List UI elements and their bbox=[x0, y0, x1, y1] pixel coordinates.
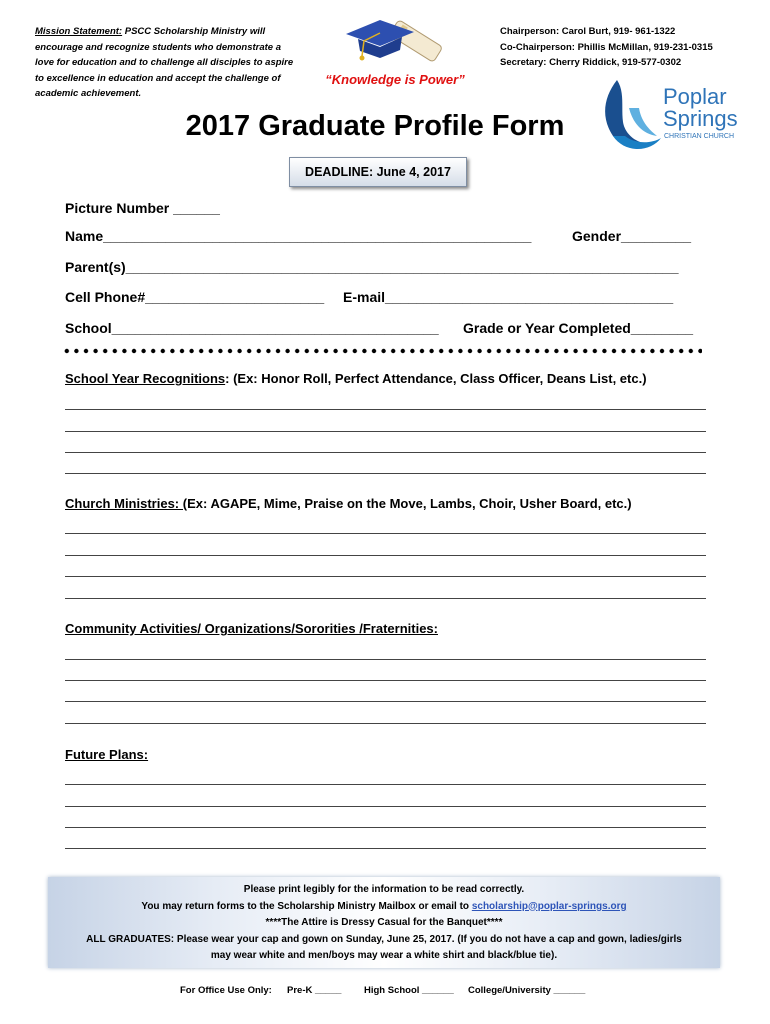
dotted-divider bbox=[62, 346, 702, 356]
email-link[interactable]: scholarship@poplar-springs.org bbox=[471, 900, 627, 912]
mission-label: Mission Statement: bbox=[35, 26, 123, 37]
answer-line[interactable] bbox=[65, 827, 706, 828]
office-prek-field[interactable]: Pre-K _____ bbox=[287, 985, 342, 996]
answer-line[interactable] bbox=[65, 848, 706, 849]
notice-line-attire: ****The Attire is Dressy Casual for the Banquet**** bbox=[265, 917, 503, 928]
office-high-school-field[interactable]: High School ______ bbox=[364, 985, 454, 996]
notice-line-print: Please print legibly for the information to be read correctly. bbox=[243, 884, 525, 895]
mission-text: PSCC Scholarship Ministry will encourage and recognize students who demonstrate a love for education and to challenge all disciples to aspire to excellence in education and accept the challenge of academic achievement. bbox=[35, 26, 294, 99]
answer-line[interactable] bbox=[65, 431, 706, 432]
page-title: 2017 Graduate Profile Form bbox=[185, 110, 565, 142]
answer-line[interactable] bbox=[65, 598, 706, 599]
office-college-field[interactable]: College/University ______ bbox=[468, 985, 586, 996]
answer-line[interactable] bbox=[65, 409, 706, 410]
logo-subtitle: CHRISTIAN CHURCH bbox=[664, 133, 734, 140]
contact-list bbox=[500, 24, 713, 71]
school-recognitions-heading: School Year Recognitions: (Ex: Honor Roll, Perfect Attendance, Class Officer, Deans List, etc.) bbox=[65, 371, 647, 386]
answer-line[interactable] bbox=[65, 452, 706, 453]
chairperson-contact: Chairperson: Carol Burt, 919- 961-1322 bbox=[500, 26, 676, 37]
office-use-label: For Office Use Only: bbox=[180, 985, 272, 996]
answer-line[interactable] bbox=[65, 659, 706, 660]
answer-line[interactable] bbox=[65, 723, 706, 724]
grade-field[interactable]: Grade or Year Completed________ bbox=[463, 320, 694, 336]
secretary-contact: Secretary: Cherry Riddick, 919-577-0302 bbox=[500, 57, 682, 68]
answer-line[interactable] bbox=[65, 701, 706, 702]
answer-line[interactable] bbox=[65, 806, 706, 807]
answer-line[interactable] bbox=[65, 784, 706, 785]
motto: “Knowledge is Power” bbox=[325, 72, 465, 87]
parents-field[interactable]: Parent(s)_______________________________________________________________________ bbox=[65, 259, 679, 275]
email-field[interactable]: E-mail_____________________________________ bbox=[343, 289, 674, 305]
notice-line-dress: may wear white and men/boys may wear a white shirt and black/blue tie). bbox=[210, 950, 558, 961]
school-field[interactable]: School__________________________________________ bbox=[65, 320, 439, 336]
gender-field[interactable]: Gender_________ bbox=[572, 228, 692, 244]
instructions-box bbox=[48, 877, 720, 968]
graduation-cap-icon bbox=[338, 14, 448, 76]
future-plans-heading: Future Plans: bbox=[65, 747, 149, 762]
answer-line[interactable] bbox=[65, 555, 706, 556]
notice-line-return: You may return forms to the Scholarship Ministry Mailbox or email to scholarship@poplar-springs.org bbox=[141, 900, 627, 912]
community-activities-heading: Community Activities/ Organizations/Sororities /Fraternities: bbox=[65, 621, 438, 636]
church-logo bbox=[595, 78, 745, 156]
notice-line-cap-gown: ALL GRADUATES: Please wear your cap and gown on Sunday, June 25, 2017. (If you do not have a cap and gown, ladies/girls bbox=[86, 933, 682, 945]
logo-word-springs: Springs bbox=[663, 106, 738, 131]
answer-line[interactable] bbox=[65, 473, 706, 474]
logo-word-poplar: Poplar bbox=[663, 84, 727, 109]
cell-phone-field[interactable]: Cell Phone#_______________________ bbox=[65, 289, 325, 305]
answer-line[interactable] bbox=[65, 533, 706, 534]
picture-number-field[interactable]: Picture Number ______ bbox=[65, 200, 220, 216]
church-ministries-heading: Church Ministries: (Ex: AGAPE, Mime, Praise on the Move, Lambs, Choir, Usher Board, etc.) bbox=[65, 496, 632, 511]
mission-statement bbox=[35, 24, 297, 102]
name-field[interactable]: Name_______________________________________________________ bbox=[65, 228, 532, 244]
answer-line[interactable] bbox=[65, 576, 706, 577]
answer-line[interactable] bbox=[65, 680, 706, 681]
deadline-box: DEADLINE: June 4, 2017 bbox=[289, 157, 467, 187]
co-chairperson-contact: Co-Chairperson: Phillis McMillan, 919-231-0315 bbox=[500, 41, 713, 53]
